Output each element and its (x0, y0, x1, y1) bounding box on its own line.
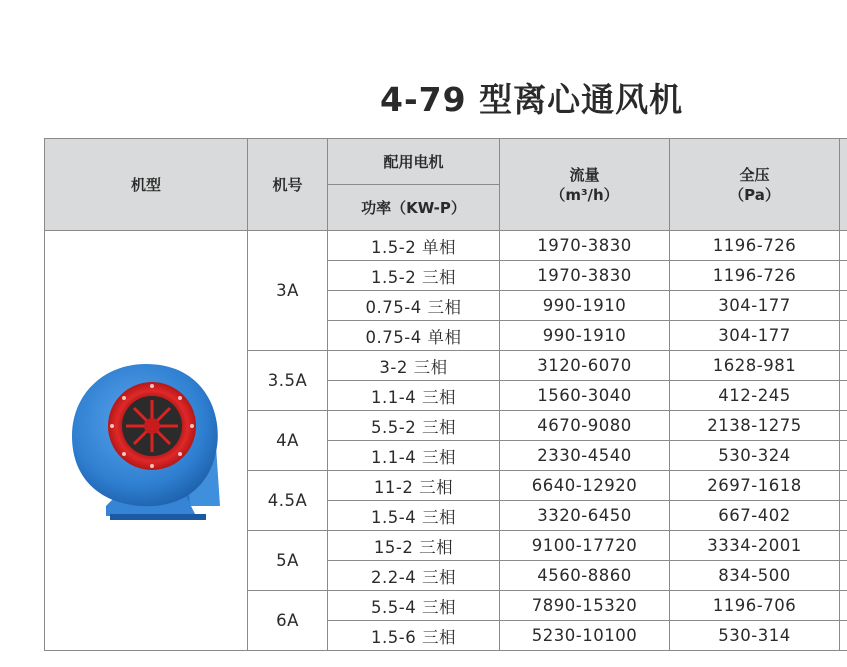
extra-cell (840, 351, 847, 381)
pressure-cell: 667-402 (670, 501, 840, 531)
model-number: 3.5A (248, 351, 328, 411)
flow-cell: 1560-3040 (500, 381, 670, 411)
spec-table (44, 138, 847, 651)
model-number: 6A (248, 591, 328, 651)
pressure-cell: 2697-1618 (670, 471, 840, 501)
header-flow-label: 流量 (569, 165, 600, 184)
extra-cell (840, 471, 847, 501)
power-cell: 1.1-4 三相 (328, 441, 500, 471)
extra-cell (840, 621, 847, 651)
power-cell: 15-2 三相 (328, 531, 500, 561)
power-cell: 0.75-4 单相 (328, 321, 500, 351)
pressure-cell: 304-177 (670, 291, 840, 321)
power-cell: 2.2-4 三相 (328, 561, 500, 591)
flow-cell: 7890-15320 (500, 591, 670, 621)
header-number: 机号 (248, 139, 328, 231)
extra-cell (840, 561, 847, 591)
pressure-cell: 834-500 (670, 561, 840, 591)
product-image-cell (45, 231, 248, 651)
pressure-cell: 530-314 (670, 621, 840, 651)
header-model: 机型 (45, 139, 248, 231)
flow-cell: 1970-3830 (500, 261, 670, 291)
power-cell: 0.75-4 三相 (328, 291, 500, 321)
flow-cell: 3320-6450 (500, 501, 670, 531)
header-pressure (670, 139, 840, 231)
header-flow (500, 139, 670, 231)
power-cell: 1.5-2 三相 (328, 261, 500, 291)
flow-cell: 3120-6070 (500, 351, 670, 381)
extra-cell (840, 531, 847, 561)
pressure-cell: 3334-2001 (670, 531, 840, 561)
extra-cell (840, 291, 847, 321)
flow-cell: 990-1910 (500, 321, 670, 351)
power-cell: 3-2 三相 (328, 351, 500, 381)
extra-cell (840, 231, 847, 261)
header-motor: 配用电机 (328, 139, 500, 185)
model-number: 4A (248, 411, 328, 471)
header-flow-unit: （m³/h） (550, 185, 619, 204)
centrifugal-fan-image (66, 356, 226, 526)
flow-cell: 1970-3830 (500, 231, 670, 261)
power-cell: 1.5-4 三相 (328, 501, 500, 531)
pressure-cell: 412-245 (670, 381, 840, 411)
extra-cell (840, 411, 847, 441)
power-cell: 5.5-4 三相 (328, 591, 500, 621)
flow-cell: 5230-10100 (500, 621, 670, 651)
pressure-cell: 1196-706 (670, 591, 840, 621)
flow-cell: 990-1910 (500, 291, 670, 321)
pressure-cell: 530-324 (670, 441, 840, 471)
extra-cell (840, 321, 847, 351)
power-cell: 1.5-2 单相 (328, 231, 500, 261)
extra-cell (840, 591, 847, 621)
pressure-cell: 1628-981 (670, 351, 840, 381)
flow-cell: 4670-9080 (500, 411, 670, 441)
pressure-cell: 1196-726 (670, 231, 840, 261)
pressure-cell: 2138-1275 (670, 411, 840, 441)
power-cell: 1.5-6 三相 (328, 621, 500, 651)
extra-cell (840, 501, 847, 531)
flow-cell: 2330-4540 (500, 441, 670, 471)
pressure-cell: 304-177 (670, 321, 840, 351)
table-row (45, 231, 847, 261)
flow-cell: 4560-8860 (500, 561, 670, 591)
header-pressure-label: 全压 (739, 165, 770, 184)
model-number: 4.5A (248, 471, 328, 531)
header-extra (840, 139, 847, 231)
extra-cell (840, 381, 847, 411)
header-pressure-unit: （Pa） (729, 185, 780, 204)
extra-cell (840, 441, 847, 471)
flow-cell: 9100-17720 (500, 531, 670, 561)
power-cell: 5.5-2 三相 (328, 411, 500, 441)
model-number: 5A (248, 531, 328, 591)
extra-cell (840, 261, 847, 291)
pressure-cell: 1196-726 (670, 261, 840, 291)
power-cell: 11-2 三相 (328, 471, 500, 501)
flow-cell: 6640-12920 (500, 471, 670, 501)
header-power: 功率（KW-P） (328, 185, 500, 231)
model-number: 3A (248, 231, 328, 351)
page-title: 4-79 型离心通风机 (380, 80, 684, 119)
power-cell: 1.1-4 三相 (328, 381, 500, 411)
